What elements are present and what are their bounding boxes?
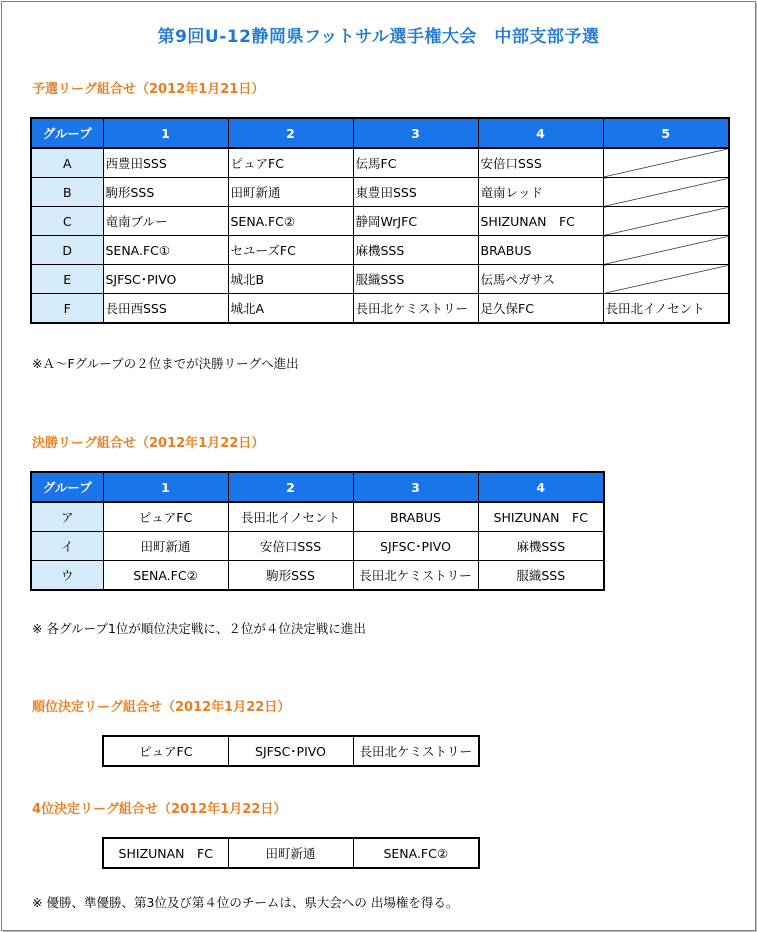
header-col-4: 4	[478, 472, 604, 502]
prelim-note: ※Ａ～Fグループの２位までが決勝リーグへ進出	[32, 356, 299, 371]
team-cell: セユーズFC	[228, 236, 353, 265]
group-label: D	[31, 236, 103, 265]
empty-slot-cell	[603, 265, 729, 294]
group-label: ア	[31, 502, 103, 532]
page-title: 第9回U-12静岡県フットサル選手権大会 中部支部予選	[157, 27, 600, 47]
group-label: イ	[31, 532, 103, 561]
fourth-heading: 4位決定リーグ組合せ（2012年1月22日）	[32, 802, 287, 817]
team-cell: 安倍口SSS	[228, 532, 353, 561]
empty-slot-cell	[603, 207, 729, 236]
final-header-row	[31, 472, 604, 502]
team-cell: 服織SSS	[353, 265, 478, 294]
team-cell: 竜南ブルー	[103, 207, 228, 236]
table-row	[103, 736, 479, 766]
team-cell: 長田北イノセント	[603, 294, 729, 324]
team-cell: 駒形SSS	[228, 561, 353, 591]
team-cell: 長田北ケミストリー	[353, 736, 479, 766]
team-cell: SJFSC･PIVO	[103, 265, 228, 294]
group-label: B	[31, 178, 103, 207]
final-table	[30, 471, 605, 591]
team-cell: BRABUS	[478, 236, 603, 265]
team-cell: 長田北ケミストリー	[353, 294, 478, 324]
empty-slot-cell	[603, 178, 729, 207]
team-cell: 服織SSS	[478, 561, 604, 591]
table-row	[31, 502, 604, 532]
team-cell: 田町新通	[228, 838, 353, 868]
team-cell: 伝馬ペガサス	[478, 265, 603, 294]
table-row	[103, 838, 479, 868]
fourth-table	[102, 837, 480, 869]
team-cell: SENA.FC②	[353, 838, 479, 868]
group-label: C	[31, 207, 103, 236]
final-note: ※ 各グループ1位が順位決定戦に、２位が４位決定戦に進出	[32, 621, 366, 636]
ranking-table	[102, 735, 480, 767]
team-cell: SENA.FC①	[103, 236, 228, 265]
header-col-2: 2	[228, 118, 353, 148]
empty-slot-cell	[603, 148, 729, 178]
group-label: F	[31, 294, 103, 324]
team-cell: SHIZUNAN FC	[478, 207, 603, 236]
team-cell: 足久保FC	[478, 294, 603, 324]
team-cell: SENA.FC②	[103, 561, 228, 591]
team-cell: SHIZUNAN FC	[103, 838, 228, 868]
qualification-note: ※ 優勝、準優勝、第3位及び第４位のチームは、県大会への 出場権を得る。	[32, 895, 459, 910]
header-col-2: 2	[228, 472, 353, 502]
header-group: グループ	[31, 472, 103, 502]
header-col-1: 1	[103, 472, 228, 502]
group-label: A	[31, 148, 103, 178]
header-col-3: 3	[353, 118, 478, 148]
header-group: グループ	[31, 118, 103, 148]
table-row	[31, 561, 604, 591]
team-cell: 長田北ケミストリー	[353, 561, 478, 591]
team-cell: 竜南レッド	[478, 178, 603, 207]
table-row	[31, 207, 729, 236]
table-row	[31, 178, 729, 207]
team-cell: SJFSC･PIVO	[228, 736, 353, 766]
header-col-3: 3	[353, 472, 478, 502]
group-label: E	[31, 265, 103, 294]
team-cell: 東豊田SSS	[353, 178, 478, 207]
header-col-5: 5	[603, 118, 729, 148]
team-cell: 城北B	[228, 265, 353, 294]
team-cell: SHIZUNAN FC	[478, 502, 604, 532]
table-row	[31, 148, 729, 178]
team-cell: 長田北イノセント	[228, 502, 353, 532]
final-heading: 決勝リーグ組合せ（2012年1月22日）	[32, 436, 265, 451]
header-col-4: 4	[478, 118, 603, 148]
team-cell: 西豊田SSS	[103, 148, 228, 178]
prelim-heading: 予選リーグ組合せ（2012年1月21日）	[32, 82, 265, 97]
team-cell: 田町新通	[228, 178, 353, 207]
team-cell: SJFSC･PIVO	[353, 532, 478, 561]
team-cell: 静岡WrJFC	[353, 207, 478, 236]
team-cell: 麻機SSS	[478, 532, 604, 561]
team-cell: ピュアFC	[103, 736, 228, 766]
prelim-header-row	[31, 118, 729, 148]
header-col-1: 1	[103, 118, 228, 148]
team-cell: 田町新通	[103, 532, 228, 561]
prelim-table	[30, 117, 730, 324]
table-row	[31, 236, 729, 265]
team-cell: ピュアFC	[103, 502, 228, 532]
team-cell: 城北A	[228, 294, 353, 324]
team-cell: 伝馬FC	[353, 148, 478, 178]
team-cell: 長田西SSS	[103, 294, 228, 324]
team-cell: 安倍口SSS	[478, 148, 603, 178]
empty-slot-cell	[603, 236, 729, 265]
team-cell: ピュアFC	[228, 148, 353, 178]
ranking-heading: 順位決定リーグ組合せ（2012年1月22日）	[32, 700, 291, 715]
team-cell: BRABUS	[353, 502, 478, 532]
team-cell: SENA.FC②	[228, 207, 353, 236]
table-row	[31, 532, 604, 561]
table-row	[31, 265, 729, 294]
team-cell: 麻機SSS	[353, 236, 478, 265]
group-label: ウ	[31, 561, 103, 591]
table-row	[31, 294, 729, 324]
team-cell: 駒形SSS	[103, 178, 228, 207]
